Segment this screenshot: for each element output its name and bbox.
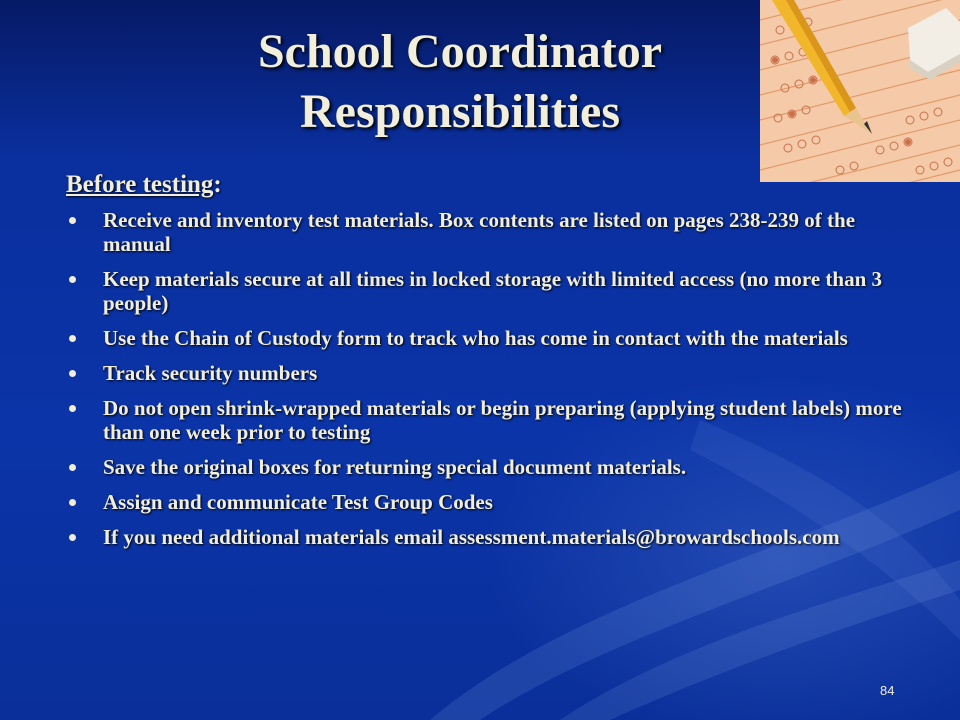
- list-item-text: Keep materials secure at all times in locked storage with limited access (no more than 3 people): [103, 267, 883, 315]
- title-line-2: Responsibilities: [299, 85, 621, 138]
- list-item: [66, 361, 906, 385]
- bullet-icon: [69, 499, 76, 506]
- bullet-icon: [69, 534, 76, 541]
- slide-title: [120, 22, 800, 142]
- list-item-text: Use the Chain of Custody form to track who has come in contact with the materials: [103, 326, 848, 350]
- section-heading-text: Before testing: [66, 171, 214, 198]
- bullet-icon: [69, 464, 76, 471]
- list-item: [66, 455, 906, 479]
- bullet-icon: [69, 335, 76, 342]
- list-item-text: Do not open shrink-wrapped materials or begin preparing (applying student labels) more than one week prior to testing: [103, 396, 902, 444]
- responsibilities-list: [66, 208, 906, 560]
- title-line-1: School Coordinator: [257, 25, 662, 78]
- section-heading-colon: :: [213, 171, 222, 198]
- bullet-icon: [69, 217, 76, 224]
- section-heading: [66, 171, 222, 199]
- list-item-text: Receive and inventory test materials. Box contents are listed on pages 238-239 of the manual: [103, 208, 856, 256]
- list-item: [66, 396, 906, 444]
- list-item: [66, 490, 906, 514]
- list-item: [66, 208, 906, 256]
- list-item: [66, 326, 906, 350]
- pencil-answer-sheet-photo: [760, 0, 960, 182]
- list-item-text: Assign and communicate Test Group Codes: [103, 490, 493, 514]
- list-item-text: Save the original boxes for returning special document materials.: [103, 455, 687, 479]
- list-item: [66, 267, 906, 315]
- bullet-icon: [69, 276, 76, 283]
- bullet-icon: [69, 370, 76, 377]
- list-item: [66, 525, 906, 549]
- bullet-icon: [69, 405, 76, 412]
- list-item-text: Track security numbers: [103, 361, 318, 385]
- list-item-text: If you need additional materials email assessment.materials@browardschools.com: [103, 525, 840, 549]
- page-number: 84: [880, 683, 895, 698]
